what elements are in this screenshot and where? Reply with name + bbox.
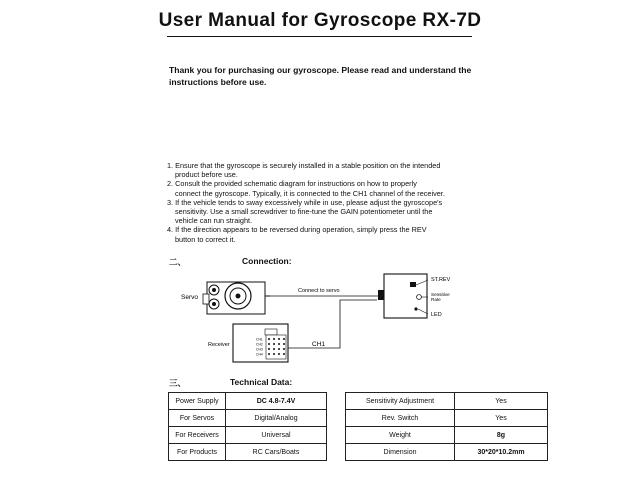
ch-pin-label: CH1 bbox=[256, 337, 263, 342]
instructions-list bbox=[167, 161, 487, 244]
servo-label: Servo bbox=[181, 294, 198, 301]
spec-value: 8g bbox=[455, 427, 548, 444]
page-title: User Manual for Gyroscope RX-7D bbox=[158, 10, 482, 31]
spec-value: Yes bbox=[455, 393, 548, 410]
intro-line: instructions before use. bbox=[169, 77, 267, 87]
sensitive-rate-label: Rate bbox=[431, 297, 441, 302]
servo-plug bbox=[378, 290, 384, 300]
ch1-cable-label: CH1 bbox=[312, 341, 326, 348]
spec-label: For Servos bbox=[169, 410, 226, 427]
instruction-line: vehicle can run straight. bbox=[175, 216, 253, 226]
spec-value: Digital/Analog bbox=[226, 410, 327, 427]
ch-pin-label: CH2 bbox=[256, 342, 263, 347]
spec-value: RC Cars/Boats bbox=[226, 444, 327, 461]
sensitive-rate-label: Sensitive bbox=[431, 292, 450, 297]
ch-pin-label: CH3 bbox=[256, 347, 263, 352]
technical-data-table bbox=[168, 392, 548, 461]
spec-label: For Products bbox=[169, 444, 226, 461]
spec-label: Rev. Switch bbox=[346, 410, 455, 427]
connection-section-number: 二、 bbox=[169, 257, 187, 267]
connection-section-title: Connection: bbox=[242, 256, 292, 266]
technical-section-number: 三、 bbox=[169, 378, 187, 388]
intro-line: Thank you for purchasing our gyroscope. Please read and understand the bbox=[169, 65, 472, 75]
technical-section-title: Technical Data: bbox=[230, 377, 293, 387]
instruction-line: 4. If the direction appears to be reversed during operation, simply press the REV bbox=[167, 225, 427, 235]
spec-value: Universal bbox=[226, 427, 327, 444]
spec-label: Weight bbox=[346, 427, 455, 444]
instruction-line: 1. Ensure that the gyroscope is securely installed in a stable position on the intended bbox=[167, 161, 441, 170]
spec-value: DC 4.8-7.4V bbox=[226, 393, 327, 410]
spec-value: Yes bbox=[455, 410, 548, 427]
instruction-line: button to correct it. bbox=[175, 234, 236, 244]
instruction-line: product before use. bbox=[175, 170, 238, 180]
instruction-line: 3. If the vehicle tends to sway excessively while in use, please adjust the gyroscope's bbox=[167, 197, 443, 207]
receiver-label: Receiver bbox=[208, 342, 230, 348]
connection-diagram bbox=[170, 268, 470, 368]
led-label: LED bbox=[431, 312, 442, 318]
instruction-line: 2. Consult the provided schematic diagram for instructions on how to properly bbox=[167, 179, 417, 189]
spec-label: Sensitivity Adjustment bbox=[346, 393, 455, 410]
table-row bbox=[169, 444, 548, 461]
connect-to-servo-label: Connect to servo bbox=[298, 288, 340, 294]
table-row bbox=[169, 393, 548, 410]
st-rev-label: ST.REV bbox=[431, 277, 451, 283]
gyroscope-icon bbox=[384, 274, 428, 318]
instruction-line: connect the gyroscope. Typically, it is connected to the CH1 channel of the receiver. bbox=[175, 188, 445, 198]
spec-label: For Receivers bbox=[169, 427, 226, 444]
intro-text bbox=[169, 64, 489, 88]
servo-icon bbox=[203, 282, 270, 314]
table-row bbox=[169, 410, 548, 427]
title-underline bbox=[167, 36, 472, 37]
table-row bbox=[169, 427, 548, 444]
ch-pin-label: CH4 bbox=[256, 352, 263, 357]
ch1-cable bbox=[288, 300, 377, 348]
spec-label: Dimension bbox=[346, 444, 455, 461]
spec-value: 30*20*10.2mm bbox=[455, 444, 548, 461]
instruction-line: sensitivity. Use a small screwdriver to fine-tune the GAIN potentiometer until the bbox=[175, 207, 433, 217]
spec-label: Power Supply bbox=[169, 393, 226, 410]
